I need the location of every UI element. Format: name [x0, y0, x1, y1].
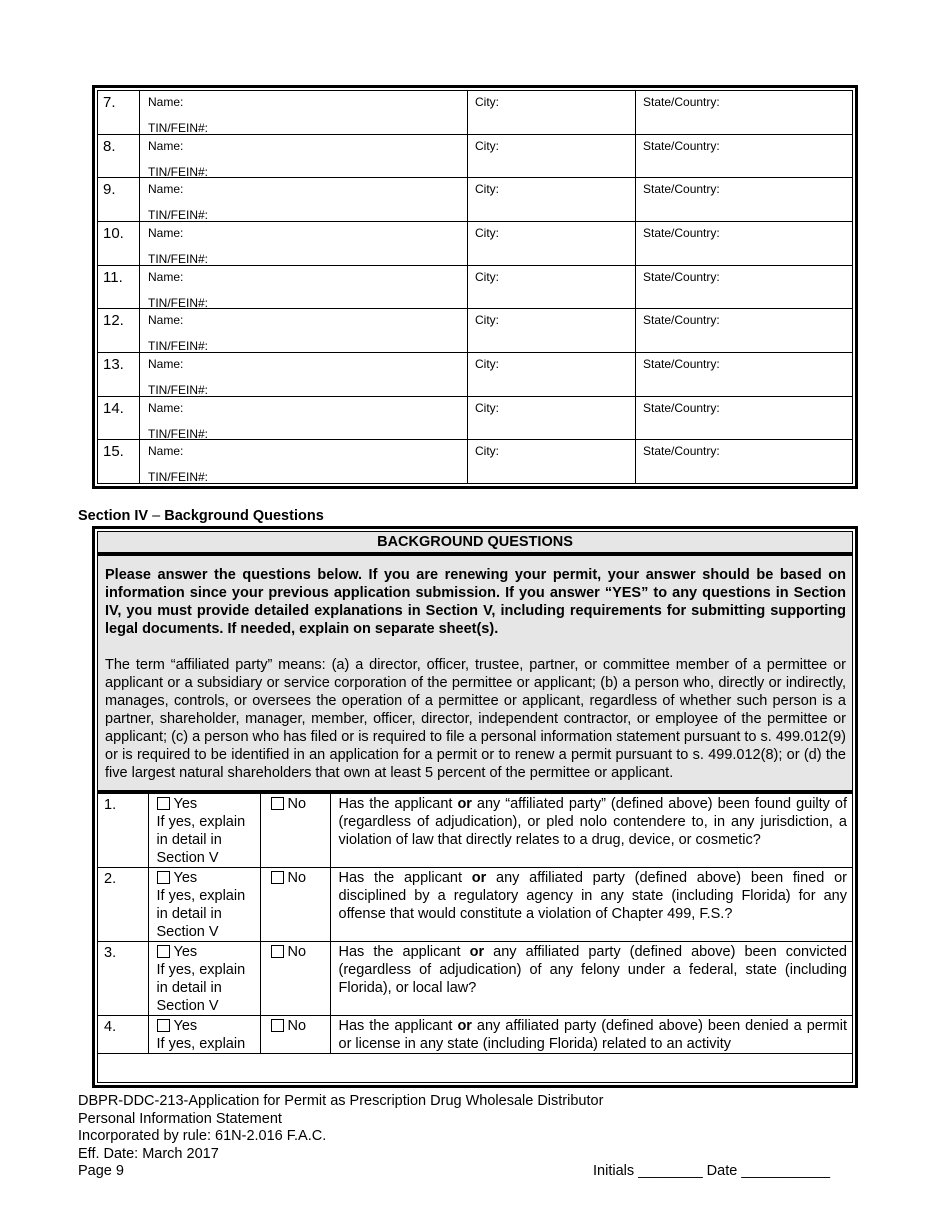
yes-checkbox[interactable]	[157, 945, 170, 958]
party-city-cell[interactable]	[468, 396, 636, 440]
party-state-cell[interactable]	[636, 396, 853, 440]
question-text-post: any “affiliated party” (defined above) been found guilty of (regardless of adjudication), or pled nolo contendere to, in any jurisdiction, a violation of law that directly relates to a drug, device, or cosmetic?	[338, 796, 847, 848]
city-label: City:	[475, 95, 499, 109]
party-state-cell[interactable]	[636, 309, 853, 353]
name-label: Name:	[148, 138, 184, 153]
question-text-pre: Has the applicant	[338, 870, 472, 886]
party-row	[98, 352, 853, 396]
party-city-cell[interactable]	[468, 265, 636, 309]
party-row-number: 9.	[98, 178, 140, 222]
yes-cell	[148, 868, 260, 942]
name-label: Name:	[148, 313, 184, 328]
no-cell	[260, 942, 330, 1016]
city-label: City:	[475, 356, 499, 371]
city-label: City:	[475, 400, 499, 415]
rule-line: Incorporated by rule: 61N-2.016 F.A.C.	[78, 1128, 327, 1144]
no-label: No	[287, 870, 307, 886]
party-state-cell[interactable]	[636, 134, 853, 178]
party-state-cell[interactable]	[636, 178, 853, 222]
name-label: Name:	[148, 95, 184, 109]
party-name-cell[interactable]	[140, 91, 468, 135]
yes-label: Yes	[173, 944, 198, 960]
question-number: 4.	[98, 1016, 148, 1054]
yes-cell	[148, 942, 260, 1016]
name-label: Name:	[148, 182, 184, 197]
party-name-cell[interactable]	[140, 221, 468, 265]
yes-checkbox[interactable]	[157, 797, 170, 810]
no-label: No	[287, 944, 307, 960]
eff-date-line: Eff. Date: March 2017	[78, 1145, 219, 1162]
yes-label: Yes	[173, 1018, 198, 1034]
no-checkbox[interactable]	[271, 945, 284, 958]
no-cell	[260, 794, 330, 868]
party-row-number: 11.	[98, 265, 140, 309]
party-row-number: 14.	[98, 396, 140, 440]
affiliated-party-definition: The term “affiliated party” means: (a) a director, officer, trustee, partner, or committee member of a permittee or applicant or a subsidiary or service corporation of the permittee or applicant; (b) a person who, directly or indirectly, manages, controls, or oversees the operation of a permittee or applicant, regardless of whether such person is a partner, shareholder, manager, member, officer, director, independent contractor, or employee of the permittee or applicant; (c) a person who has filed or is required to file a personal information statement pursuant to s. 499.012(9) or is required to be identified in an application for a permit or to renew a permit pursuant to s. 499.012(8); or (d) the five largest natural shareholders that own at least 5 percent of the permittee or applicant.	[105, 657, 846, 781]
party-state-cell[interactable]	[636, 221, 853, 265]
city-label: City:	[475, 444, 499, 459]
city-label: City:	[475, 225, 499, 240]
party-row-number: 8.	[98, 134, 140, 178]
state-label: State/Country:	[643, 444, 720, 459]
name-label: Name:	[148, 225, 184, 240]
question-row	[98, 1016, 852, 1054]
question-number: 3.	[98, 942, 148, 1016]
state-label: State/Country:	[643, 269, 720, 284]
party-city-cell[interactable]	[468, 352, 636, 396]
party-state-cell[interactable]	[636, 352, 853, 396]
state-label: State/Country:	[643, 225, 720, 240]
tin-label: TIN/FEIN#:	[148, 426, 209, 441]
party-name-cell[interactable]	[140, 134, 468, 178]
section-dash: –	[148, 508, 165, 524]
yes-label: Yes	[173, 796, 198, 812]
name-label: Name:	[148, 269, 184, 284]
party-name-cell[interactable]	[140, 178, 468, 222]
tin-label: TIN/FEIN#:	[148, 382, 209, 397]
party-row	[98, 221, 853, 265]
city-label: City:	[475, 313, 499, 328]
question-text-post: any affiliated party (defined above) been convicted (regardless of adjudication) of any felony under a federal, state (including Florida), or local law?	[338, 944, 847, 996]
background-questions-title: BACKGROUND QUESTIONS	[98, 532, 852, 556]
city-label: City:	[475, 182, 499, 197]
party-city-cell[interactable]	[468, 91, 636, 135]
party-row-number: 12.	[98, 309, 140, 353]
question-number: 1.	[98, 794, 148, 868]
initials-date-line: Initials ________ Date ___________	[593, 1163, 831, 1179]
party-row	[98, 134, 853, 178]
yes-cell	[148, 794, 260, 868]
state-label: State/Country:	[643, 400, 720, 415]
no-label: No	[287, 796, 307, 812]
question-text	[330, 868, 852, 942]
question-row	[98, 868, 852, 942]
party-row	[98, 440, 853, 484]
name-label: Name:	[148, 444, 184, 459]
explain-note: If yes, explain in detail in Section V	[156, 814, 246, 866]
party-row-number: 7.	[98, 91, 140, 135]
explain-note: If yes, explain in detail in Section V	[156, 962, 246, 1014]
tin-label: TIN/FEIN#:	[148, 339, 209, 354]
question-text-post: any affiliated party (defined above) been denied a permit or license in any state (including Florida) related to an activity	[338, 1018, 847, 1052]
instructions-paragraph: Please answer the questions below. If you are renewing your permit, your answer should be based on information since your previous application submission. If you answer “YES” to any questions in Section IV, you must provide detailed explanations in Section V, including requirements for submitting supporting legal documents. If needed, explain on separate sheet(s).	[105, 567, 846, 637]
yes-label: Yes	[173, 870, 198, 886]
no-cell	[260, 868, 330, 942]
form-subtitle-line: Personal Information Statement	[78, 1110, 282, 1127]
party-state-cell[interactable]	[636, 91, 853, 135]
yes-checkbox[interactable]	[157, 871, 170, 884]
name-label: Name:	[148, 400, 184, 415]
no-checkbox[interactable]	[271, 797, 284, 810]
party-row-number: 13.	[98, 352, 140, 396]
state-label: State/Country:	[643, 95, 720, 109]
tin-label: TIN/FEIN#:	[148, 295, 209, 310]
background-questions-inner	[97, 531, 853, 1083]
tin-label: TIN/FEIN#:	[148, 208, 209, 223]
question-text-pre: Has the applicant	[338, 1018, 458, 1034]
tin-label: TIN/FEIN#:	[148, 251, 209, 266]
party-name-cell[interactable]	[140, 309, 468, 353]
tin-label: TIN/FEIN#:	[148, 121, 209, 135]
party-state-cell[interactable]	[636, 440, 853, 484]
party-city-cell[interactable]	[468, 309, 636, 353]
explain-note: If yes, explain in detail in Section V	[156, 888, 246, 940]
party-row	[98, 91, 853, 135]
parties-grid	[97, 90, 853, 484]
party-name-cell[interactable]	[140, 396, 468, 440]
party-name-cell[interactable]	[140, 352, 468, 396]
section-heading	[78, 508, 324, 524]
question-text-pre: Has the applicant	[338, 796, 458, 812]
form-footer	[78, 1093, 603, 1181]
party-city-cell[interactable]	[468, 440, 636, 484]
party-row	[98, 396, 853, 440]
city-label: City:	[475, 269, 499, 284]
tin-label: TIN/FEIN#:	[148, 470, 209, 485]
party-city-cell[interactable]	[468, 221, 636, 265]
question-number: 2.	[98, 868, 148, 942]
question-text	[330, 1016, 852, 1054]
questions-table	[98, 794, 852, 1054]
question-text-bold: or	[471, 870, 487, 886]
party-row	[98, 309, 853, 353]
state-label: State/Country:	[643, 138, 720, 153]
form-id-line: DBPR-DDC-213-Application for Permit as Prescription Drug Wholesale Distributor	[78, 1093, 604, 1109]
city-label: City:	[475, 138, 499, 153]
state-label: State/Country:	[643, 313, 720, 328]
party-row-number: 15.	[98, 440, 140, 484]
party-name-cell[interactable]	[140, 440, 468, 484]
name-label: Name:	[148, 356, 184, 371]
party-city-cell[interactable]	[468, 134, 636, 178]
section-prefix: Section IV	[78, 508, 149, 524]
party-row-number: 10.	[98, 221, 140, 265]
question-text-bold: or	[457, 796, 472, 812]
state-label: State/Country:	[643, 356, 720, 371]
yes-cell	[148, 1016, 260, 1054]
party-row	[98, 178, 853, 222]
party-name-cell[interactable]	[140, 265, 468, 309]
background-intro	[98, 556, 852, 794]
no-checkbox[interactable]	[271, 871, 284, 884]
question-text-bold: or	[469, 944, 485, 960]
explain-note: If yes, explain	[156, 1036, 246, 1052]
page-number: Page 9	[78, 1163, 124, 1179]
no-label: No	[287, 1018, 307, 1034]
yes-checkbox[interactable]	[157, 1019, 170, 1032]
question-text-post: any affiliated party (defined above) been fined or disciplined by a regulatory agency in any state (including Florida) for any offense that would constitute a violation of Chapter 499, F.S.?	[338, 870, 847, 922]
state-label: State/Country:	[643, 182, 720, 197]
parties-body	[98, 91, 853, 484]
no-checkbox[interactable]	[271, 1019, 284, 1032]
question-text-pre: Has the applicant	[338, 944, 470, 960]
question-text	[330, 794, 852, 868]
section-title: Background Questions	[164, 508, 324, 524]
question-text-bold: or	[457, 1018, 472, 1034]
background-questions-box	[92, 526, 858, 1088]
question-text	[330, 942, 852, 1016]
party-city-cell[interactable]	[468, 178, 636, 222]
party-row	[98, 265, 853, 309]
tin-label: TIN/FEIN#:	[148, 164, 209, 179]
questions-body	[98, 794, 852, 1054]
no-cell	[260, 1016, 330, 1054]
affiliated-parties-table	[92, 85, 858, 489]
question-row	[98, 942, 852, 1016]
party-state-cell[interactable]	[636, 265, 853, 309]
question-row	[98, 794, 852, 868]
